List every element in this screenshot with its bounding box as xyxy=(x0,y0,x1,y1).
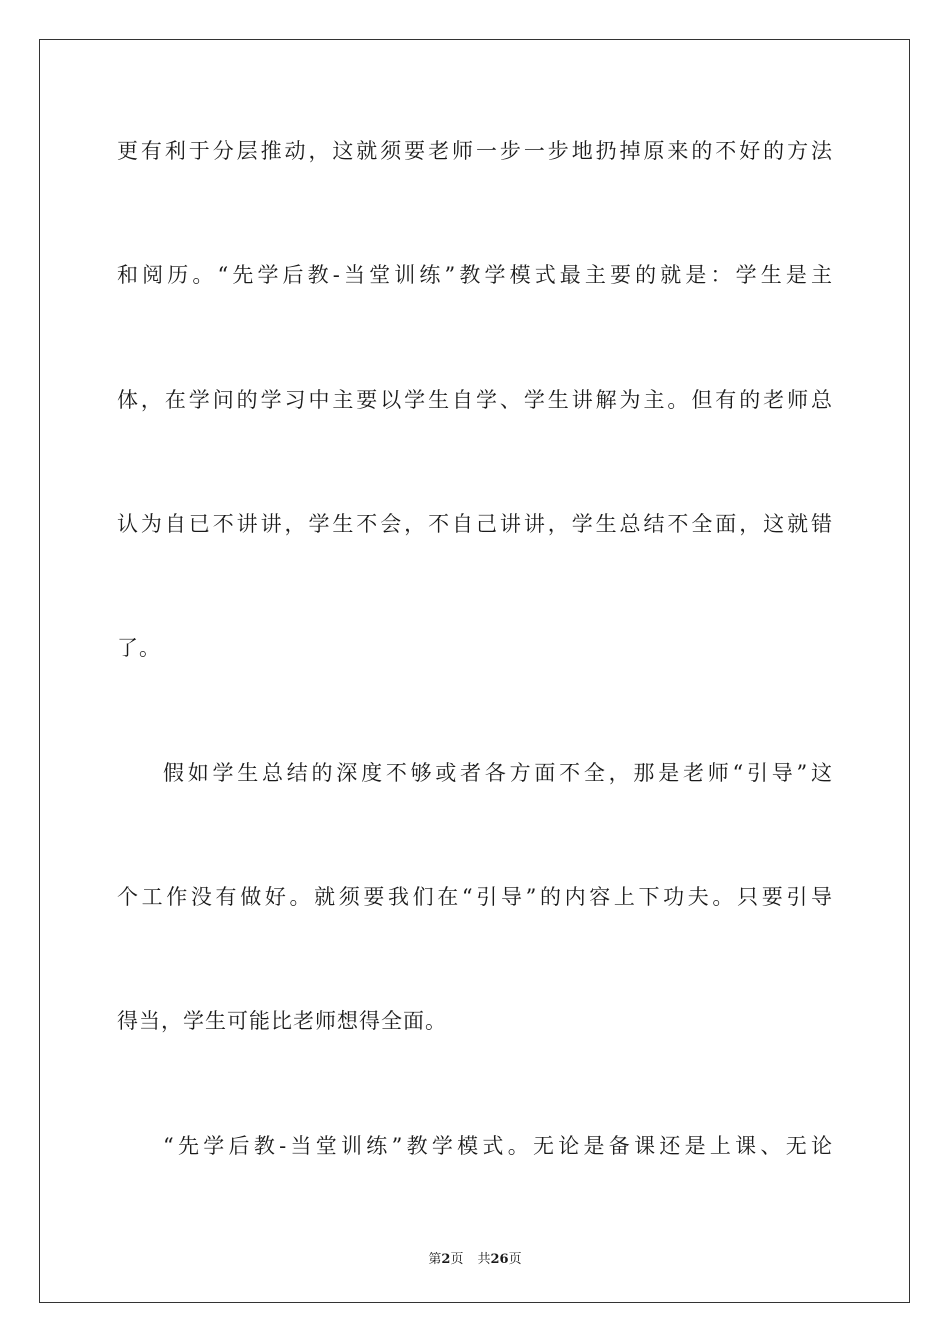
footer-page-number: 2 xyxy=(441,1252,451,1267)
footer-total-prefix: 共 xyxy=(477,1252,491,1267)
page-border xyxy=(39,39,910,1303)
page-footer xyxy=(0,1248,950,1267)
footer-total-suffix: 页 xyxy=(508,1252,522,1267)
paragraph-first-line: “先学后教-当堂训练”教学模式。无论是备课还是上课、无论 xyxy=(163,1134,833,1158)
body-text-line: 体，在学问的学习中主要以学生自学、学生讲解为主。但有的老师总 xyxy=(117,388,833,412)
body-text-line: 得当，学生可能比老师想得全面。 xyxy=(117,1009,447,1033)
body-text-line: 更有利于分层推动，这就须要老师一步一步地扔掉原来的不好的方法 xyxy=(117,139,833,163)
footer-page-prefix: 第 xyxy=(428,1252,442,1267)
body-text-line: 了。 xyxy=(117,636,161,660)
footer-total-pages: 26 xyxy=(490,1252,509,1267)
paragraph-first-line: 假如学生总结的深度不够或者各方面不全，那是老师“引导”这 xyxy=(163,761,833,785)
body-text-line: 认为自已不讲讲，学生不会，不自己讲讲，学生总结不全面，这就错 xyxy=(117,512,833,536)
body-text-line: 和阅历。“先学后教-当堂训练”教学模式最主要的就是：学生是主 xyxy=(117,263,833,287)
footer-page-suffix: 页 xyxy=(450,1252,464,1267)
body-text-line: 个工作没有做好。就须要我们在“引导”的内容上下功夫。只要引导 xyxy=(117,885,833,909)
